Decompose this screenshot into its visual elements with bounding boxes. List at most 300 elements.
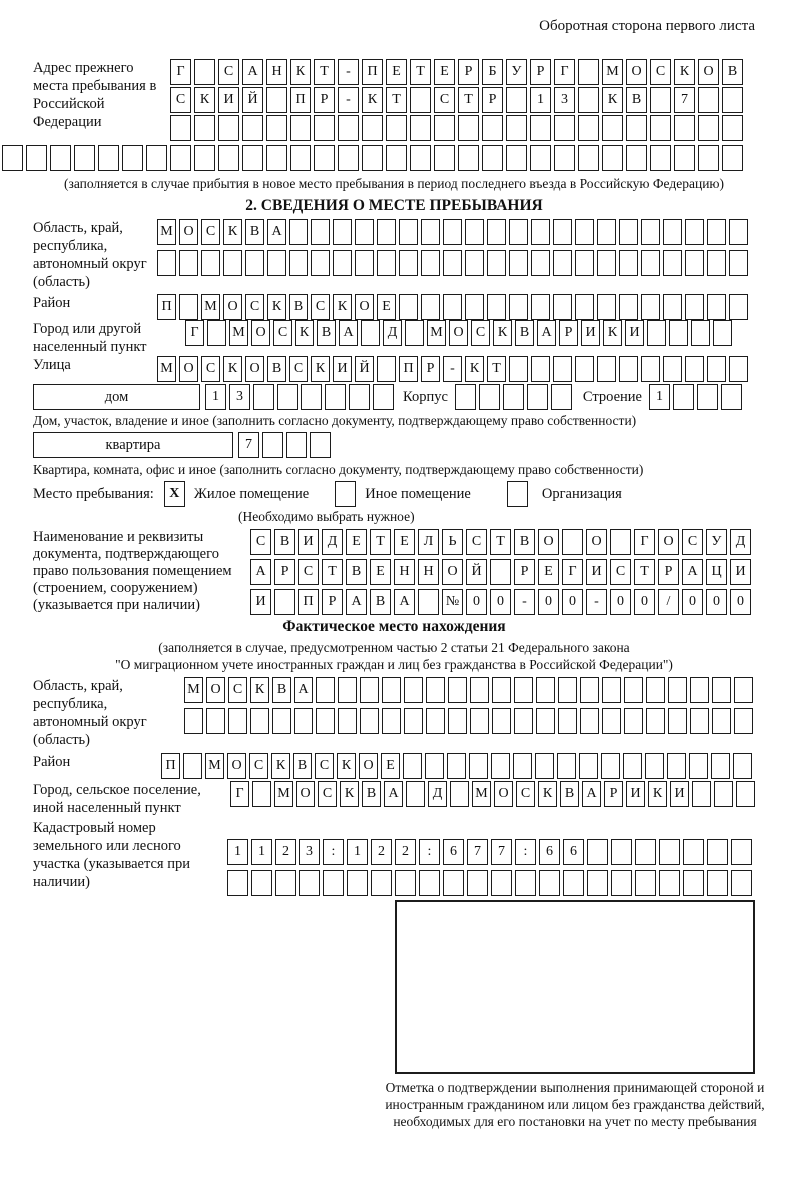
form-cell[interactable]: С — [434, 87, 455, 113]
form-cell[interactable]: М — [602, 59, 623, 85]
form-cell[interactable] — [491, 753, 510, 779]
form-cell[interactable] — [443, 250, 462, 276]
form-cell[interactable] — [668, 677, 687, 703]
form-cell[interactable] — [275, 870, 296, 896]
form-cell[interactable]: В — [362, 781, 381, 807]
form-cell[interactable] — [194, 59, 215, 85]
form-cell[interactable] — [697, 384, 718, 410]
form-cell[interactable] — [434, 115, 455, 141]
form-cell[interactable]: О — [227, 753, 246, 779]
form-cell[interactable] — [531, 219, 550, 245]
form-cell[interactable] — [690, 708, 709, 734]
form-cell[interactable] — [399, 294, 418, 320]
form-cell[interactable] — [635, 839, 656, 865]
form-cell[interactable] — [659, 839, 680, 865]
form-cell[interactable] — [333, 219, 352, 245]
form-cell[interactable]: 3 — [229, 384, 250, 410]
form-cell[interactable]: К — [340, 781, 359, 807]
form-cell[interactable]: В — [346, 559, 367, 585]
form-cell[interactable] — [443, 870, 464, 896]
form-cell[interactable] — [668, 708, 687, 734]
form-cell[interactable]: О — [449, 320, 468, 346]
form-cell[interactable]: - — [514, 589, 535, 615]
form-cell[interactable] — [611, 839, 632, 865]
form-cell[interactable] — [194, 145, 215, 171]
form-cell[interactable]: Д — [428, 781, 447, 807]
form-cell[interactable]: И — [581, 320, 600, 346]
form-cell[interactable] — [316, 677, 335, 703]
form-cell[interactable]: У — [706, 529, 727, 555]
form-cell[interactable] — [421, 294, 440, 320]
form-cell[interactable] — [714, 781, 733, 807]
form-cell[interactable]: Е — [386, 59, 407, 85]
form-cell[interactable] — [184, 708, 203, 734]
form-cell[interactable] — [513, 753, 532, 779]
form-cell[interactable]: Т — [386, 87, 407, 113]
form-cell[interactable]: 3 — [554, 87, 575, 113]
form-cell[interactable]: В — [722, 59, 743, 85]
form-cell[interactable] — [362, 145, 383, 171]
form-cell[interactable]: О — [355, 294, 374, 320]
form-cell[interactable] — [663, 356, 682, 382]
form-cell[interactable] — [360, 708, 379, 734]
form-cell[interactable]: Г — [170, 59, 191, 85]
form-cell[interactable] — [290, 115, 311, 141]
form-cell[interactable]: 3 — [299, 839, 320, 865]
form-cell[interactable] — [673, 384, 694, 410]
form-cell[interactable] — [487, 219, 506, 245]
form-cell[interactable] — [530, 145, 551, 171]
form-cell[interactable] — [206, 708, 225, 734]
form-cell[interactable] — [434, 145, 455, 171]
form-cell[interactable]: Д — [730, 529, 751, 555]
form-cell[interactable] — [509, 294, 528, 320]
form-cell[interactable]: : — [515, 839, 536, 865]
form-cell[interactable]: 1 — [530, 87, 551, 113]
form-cell[interactable] — [579, 753, 598, 779]
form-cell[interactable]: 0 — [610, 589, 631, 615]
form-cell[interactable] — [443, 219, 462, 245]
form-cell[interactable] — [645, 753, 664, 779]
form-cell[interactable] — [360, 677, 379, 703]
form-cell[interactable] — [602, 115, 623, 141]
form-cell[interactable] — [362, 115, 383, 141]
form-cell[interactable] — [377, 356, 396, 382]
form-cell[interactable]: П — [290, 87, 311, 113]
form-cell[interactable] — [314, 115, 335, 141]
form-cell[interactable] — [487, 250, 506, 276]
form-cell[interactable] — [465, 219, 484, 245]
form-cell[interactable] — [333, 250, 352, 276]
form-cell[interactable]: В — [317, 320, 336, 346]
form-cell[interactable]: В — [560, 781, 579, 807]
form-cell[interactable]: 1 — [347, 839, 368, 865]
form-cell[interactable]: К — [333, 294, 352, 320]
form-cell[interactable] — [50, 145, 71, 171]
form-cell[interactable]: 0 — [538, 589, 559, 615]
form-cell[interactable] — [641, 294, 660, 320]
form-cell[interactable] — [74, 145, 95, 171]
form-cell[interactable]: И — [586, 559, 607, 585]
form-cell[interactable]: Й — [466, 559, 487, 585]
form-cell[interactable] — [553, 356, 572, 382]
form-cell[interactable] — [597, 356, 616, 382]
form-cell[interactable]: Р — [514, 559, 535, 585]
form-cell[interactable] — [465, 250, 484, 276]
form-cell[interactable] — [698, 145, 719, 171]
form-cell[interactable] — [562, 529, 583, 555]
form-cell[interactable]: И — [333, 356, 352, 382]
form-cell[interactable] — [421, 250, 440, 276]
form-cell[interactable]: А — [294, 677, 313, 703]
form-cell[interactable]: М — [157, 219, 176, 245]
form-cell[interactable] — [712, 708, 731, 734]
form-cell[interactable] — [707, 250, 726, 276]
form-cell[interactable]: О — [626, 59, 647, 85]
form-cell[interactable] — [122, 145, 143, 171]
form-cell[interactable] — [707, 294, 726, 320]
form-cell[interactable]: А — [346, 589, 367, 615]
form-cell[interactable] — [406, 781, 425, 807]
form-cell[interactable] — [646, 677, 665, 703]
form-cell[interactable]: Г — [185, 320, 204, 346]
form-cell[interactable]: В — [370, 589, 391, 615]
form-cell[interactable]: С — [249, 753, 268, 779]
form-cell[interactable]: О — [494, 781, 513, 807]
form-cell[interactable]: С — [471, 320, 490, 346]
form-cell[interactable] — [377, 219, 396, 245]
form-cell[interactable] — [289, 250, 308, 276]
form-cell[interactable] — [674, 115, 695, 141]
form-cell[interactable] — [558, 677, 577, 703]
form-cell[interactable] — [355, 250, 374, 276]
form-cell[interactable] — [575, 250, 594, 276]
form-cell[interactable]: Т — [634, 559, 655, 585]
form-cell[interactable] — [218, 145, 239, 171]
form-cell[interactable] — [692, 781, 711, 807]
form-cell[interactable]: К — [295, 320, 314, 346]
form-cell[interactable]: Е — [434, 59, 455, 85]
form-cell[interactable] — [575, 294, 594, 320]
form-cell[interactable] — [601, 753, 620, 779]
form-cell[interactable] — [514, 708, 533, 734]
form-cell[interactable]: Ь — [442, 529, 463, 555]
form-cell[interactable] — [395, 870, 416, 896]
form-cell[interactable]: М — [157, 356, 176, 382]
form-cell[interactable] — [650, 145, 671, 171]
form-cell[interactable] — [731, 870, 752, 896]
form-cell[interactable]: Р — [322, 589, 343, 615]
form-cell[interactable] — [650, 87, 671, 113]
form-cell[interactable] — [301, 384, 322, 410]
form-cell[interactable] — [734, 708, 753, 734]
form-cell[interactable]: В — [289, 294, 308, 320]
form-cell[interactable] — [223, 250, 242, 276]
form-cell[interactable]: К — [271, 753, 290, 779]
form-cell[interactable]: 0 — [730, 589, 751, 615]
form-cell[interactable]: К — [538, 781, 557, 807]
form-cell[interactable]: С — [516, 781, 535, 807]
form-cell[interactable] — [207, 320, 226, 346]
form-cell[interactable] — [405, 320, 424, 346]
checkbox-residential[interactable]: X — [164, 481, 185, 507]
form-cell[interactable] — [410, 145, 431, 171]
form-cell[interactable] — [641, 219, 660, 245]
form-cell[interactable] — [201, 250, 220, 276]
form-cell[interactable] — [371, 870, 392, 896]
form-cell[interactable]: О — [245, 356, 264, 382]
form-cell[interactable] — [146, 145, 167, 171]
form-cell[interactable] — [711, 753, 730, 779]
form-cell[interactable] — [491, 870, 512, 896]
form-cell[interactable]: С — [201, 356, 220, 382]
form-cell[interactable]: Р — [458, 59, 479, 85]
form-cell[interactable]: И — [218, 87, 239, 113]
form-cell[interactable]: К — [337, 753, 356, 779]
form-cell[interactable] — [448, 677, 467, 703]
form-cell[interactable] — [578, 59, 599, 85]
form-cell[interactable] — [170, 115, 191, 141]
form-cell[interactable] — [355, 219, 374, 245]
form-cell[interactable]: Е — [370, 559, 391, 585]
form-cell[interactable]: А — [339, 320, 358, 346]
form-cell[interactable] — [311, 250, 330, 276]
form-cell[interactable] — [685, 356, 704, 382]
form-cell[interactable]: 6 — [443, 839, 464, 865]
form-cell[interactable]: В — [514, 529, 535, 555]
checkbox-other-premises[interactable] — [335, 481, 356, 507]
form-cell[interactable] — [506, 115, 527, 141]
form-cell[interactable]: А — [537, 320, 556, 346]
form-cell[interactable]: А — [267, 219, 286, 245]
form-cell[interactable]: К — [290, 59, 311, 85]
form-cell[interactable]: К — [603, 320, 622, 346]
form-cell[interactable]: И — [626, 781, 645, 807]
form-cell[interactable] — [179, 250, 198, 276]
form-cell[interactable] — [262, 432, 283, 458]
form-cell[interactable]: № — [442, 589, 463, 615]
form-cell[interactable]: Р — [274, 559, 295, 585]
form-cell[interactable] — [531, 250, 550, 276]
form-cell[interactable] — [26, 145, 47, 171]
form-cell[interactable] — [635, 870, 656, 896]
form-cell[interactable]: Т — [370, 529, 391, 555]
form-cell[interactable]: С — [218, 59, 239, 85]
form-cell[interactable] — [619, 250, 638, 276]
form-cell[interactable]: С — [466, 529, 487, 555]
form-cell[interactable]: 2 — [371, 839, 392, 865]
form-cell[interactable] — [587, 839, 608, 865]
form-cell[interactable]: В — [274, 529, 295, 555]
form-cell[interactable] — [410, 87, 431, 113]
form-cell[interactable]: Д — [322, 529, 343, 555]
form-cell[interactable] — [575, 219, 594, 245]
form-cell[interactable]: 0 — [706, 589, 727, 615]
form-cell[interactable] — [707, 839, 728, 865]
form-cell[interactable]: Р — [559, 320, 578, 346]
form-cell[interactable] — [553, 250, 572, 276]
form-cell[interactable] — [646, 708, 665, 734]
form-cell[interactable]: В — [272, 677, 291, 703]
form-cell[interactable]: Т — [314, 59, 335, 85]
form-cell[interactable]: П — [161, 753, 180, 779]
form-cell[interactable] — [490, 559, 511, 585]
form-cell[interactable]: К — [362, 87, 383, 113]
form-cell[interactable] — [377, 250, 396, 276]
form-cell[interactable] — [267, 250, 286, 276]
form-cell[interactable]: Ц — [706, 559, 727, 585]
form-cell[interactable] — [426, 677, 445, 703]
form-cell[interactable]: К — [223, 219, 242, 245]
form-cell[interactable]: 1 — [227, 839, 248, 865]
form-cell[interactable]: А — [394, 589, 415, 615]
form-cell[interactable] — [419, 870, 440, 896]
form-cell[interactable]: С — [170, 87, 191, 113]
form-cell[interactable] — [470, 708, 489, 734]
form-cell[interactable]: С — [245, 294, 264, 320]
form-cell[interactable] — [274, 589, 295, 615]
form-cell[interactable] — [418, 589, 439, 615]
form-cell[interactable] — [245, 250, 264, 276]
form-cell[interactable]: - — [443, 356, 462, 382]
form-cell[interactable] — [347, 870, 368, 896]
form-cell[interactable] — [624, 708, 643, 734]
form-cell[interactable] — [450, 781, 469, 807]
form-cell[interactable]: Р — [530, 59, 551, 85]
form-cell[interactable] — [722, 145, 743, 171]
form-cell[interactable]: С — [311, 294, 330, 320]
form-cell[interactable] — [194, 115, 215, 141]
form-cell[interactable] — [399, 250, 418, 276]
form-cell[interactable]: Й — [242, 87, 263, 113]
form-cell[interactable] — [554, 145, 575, 171]
form-cell[interactable] — [179, 294, 198, 320]
form-cell[interactable] — [98, 145, 119, 171]
form-cell[interactable]: 0 — [562, 589, 583, 615]
form-cell[interactable] — [707, 870, 728, 896]
form-cell[interactable]: Н — [266, 59, 287, 85]
form-cell[interactable]: К — [465, 356, 484, 382]
form-cell[interactable] — [277, 384, 298, 410]
form-cell[interactable]: О — [442, 559, 463, 585]
form-cell[interactable] — [683, 839, 704, 865]
form-cell[interactable]: 7 — [491, 839, 512, 865]
form-cell[interactable]: К — [267, 294, 286, 320]
form-cell[interactable]: 2 — [395, 839, 416, 865]
form-cell[interactable]: О — [658, 529, 679, 555]
form-cell[interactable]: М — [184, 677, 203, 703]
form-cell[interactable] — [242, 115, 263, 141]
form-cell[interactable] — [647, 320, 666, 346]
form-cell[interactable] — [563, 870, 584, 896]
form-cell[interactable] — [553, 219, 572, 245]
form-cell[interactable]: 0 — [490, 589, 511, 615]
form-cell[interactable]: А — [250, 559, 271, 585]
form-cell[interactable]: Е — [377, 294, 396, 320]
form-cell[interactable] — [729, 250, 748, 276]
form-cell[interactable] — [729, 219, 748, 245]
form-cell[interactable]: П — [362, 59, 383, 85]
form-cell[interactable]: С — [298, 559, 319, 585]
form-cell[interactable] — [531, 294, 550, 320]
form-cell[interactable] — [712, 677, 731, 703]
form-cell[interactable] — [674, 145, 695, 171]
form-cell[interactable] — [465, 294, 484, 320]
form-cell[interactable] — [509, 250, 528, 276]
form-cell[interactable] — [610, 529, 631, 555]
form-cell[interactable]: С — [650, 59, 671, 85]
form-cell[interactable] — [157, 250, 176, 276]
form-cell[interactable]: А — [582, 781, 601, 807]
form-cell[interactable] — [290, 145, 311, 171]
form-cell[interactable] — [731, 839, 752, 865]
form-cell[interactable] — [506, 145, 527, 171]
form-cell[interactable]: И — [298, 529, 319, 555]
form-cell[interactable] — [386, 145, 407, 171]
form-cell[interactable] — [611, 870, 632, 896]
form-cell[interactable] — [338, 677, 357, 703]
form-cell[interactable]: Р — [421, 356, 440, 382]
form-cell[interactable] — [535, 753, 554, 779]
form-cell[interactable]: И — [670, 781, 689, 807]
form-cell[interactable] — [492, 677, 511, 703]
form-cell[interactable]: 7 — [238, 432, 259, 458]
form-cell[interactable] — [733, 753, 752, 779]
form-cell[interactable] — [514, 677, 533, 703]
form-cell[interactable] — [311, 219, 330, 245]
form-cell[interactable] — [539, 870, 560, 896]
form-cell[interactable]: Н — [418, 559, 439, 585]
form-cell[interactable] — [503, 384, 524, 410]
form-cell[interactable] — [482, 145, 503, 171]
form-cell[interactable]: Г — [554, 59, 575, 85]
form-cell[interactable] — [531, 356, 550, 382]
form-cell[interactable] — [425, 753, 444, 779]
form-cell[interactable] — [404, 708, 423, 734]
form-cell[interactable]: Т — [490, 529, 511, 555]
form-cell[interactable] — [227, 870, 248, 896]
form-cell[interactable] — [691, 320, 710, 346]
form-cell[interactable] — [266, 115, 287, 141]
form-cell[interactable] — [242, 145, 263, 171]
form-cell[interactable]: Д — [383, 320, 402, 346]
form-cell[interactable]: М — [229, 320, 248, 346]
form-cell[interactable] — [619, 219, 638, 245]
form-cell[interactable]: М — [274, 781, 293, 807]
form-cell[interactable] — [623, 753, 642, 779]
form-cell[interactable] — [403, 753, 422, 779]
form-cell[interactable] — [698, 87, 719, 113]
form-cell[interactable]: П — [157, 294, 176, 320]
form-cell[interactable]: Г — [562, 559, 583, 585]
form-cell[interactable]: / — [658, 589, 679, 615]
form-cell[interactable]: Т — [458, 87, 479, 113]
form-cell[interactable]: О — [538, 529, 559, 555]
form-cell[interactable] — [455, 384, 476, 410]
form-cell[interactable] — [492, 708, 511, 734]
form-cell[interactable]: К — [250, 677, 269, 703]
form-cell[interactable] — [289, 219, 308, 245]
form-cell[interactable]: И — [730, 559, 751, 585]
form-cell[interactable]: О — [296, 781, 315, 807]
form-cell[interactable] — [685, 250, 704, 276]
form-cell[interactable] — [469, 753, 488, 779]
form-cell[interactable] — [685, 294, 704, 320]
form-cell[interactable] — [597, 219, 616, 245]
form-cell[interactable]: С — [250, 529, 271, 555]
form-cell[interactable] — [659, 870, 680, 896]
form-cell[interactable]: Л — [418, 529, 439, 555]
